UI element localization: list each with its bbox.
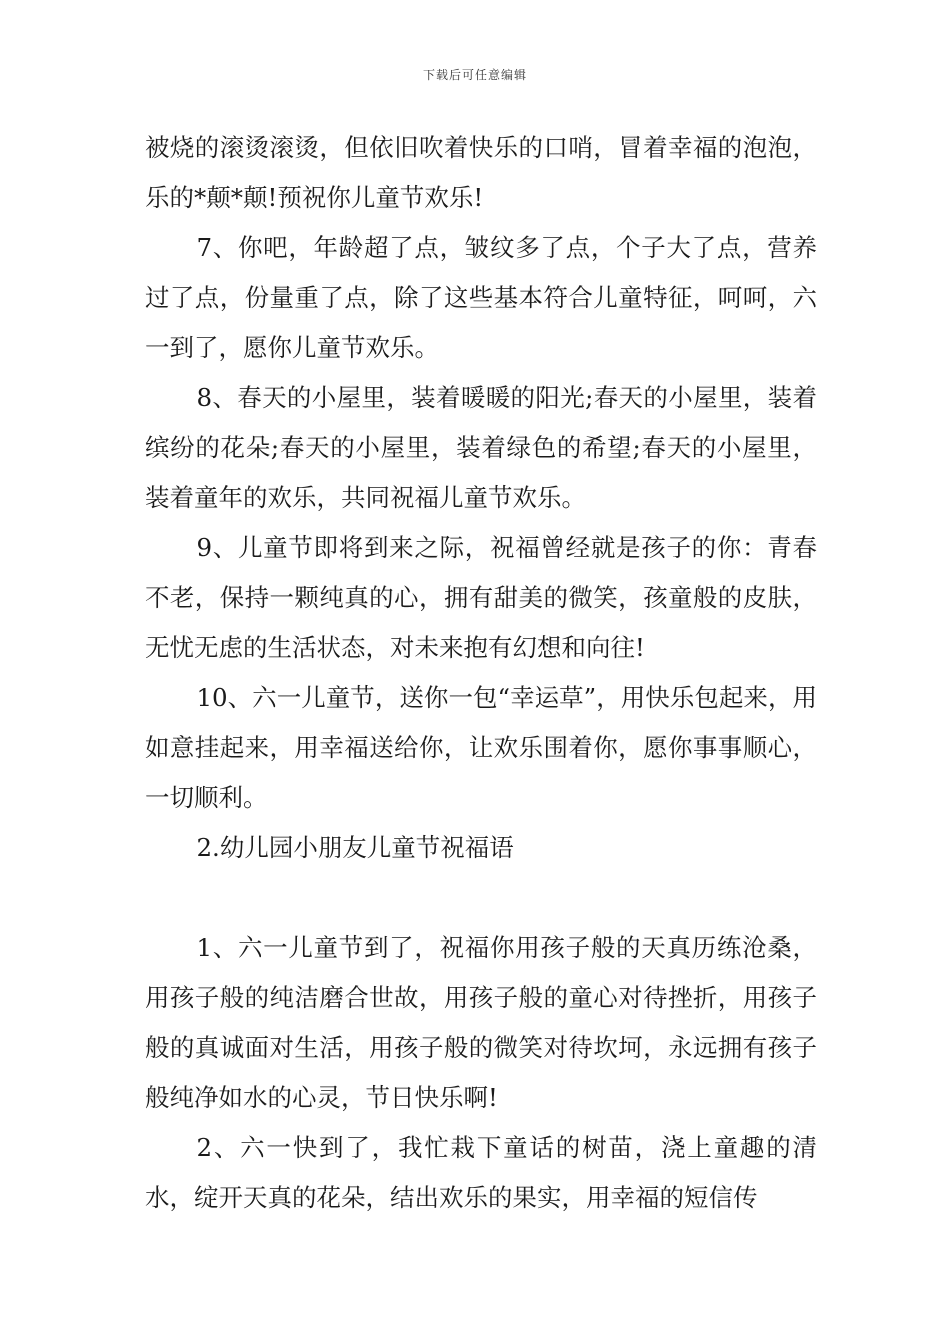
paragraph-item-8: 8、春天的小屋里，装着暖暖的阳光;春天的小屋里，装着缤纷的花朵;春天的小屋里，装着绿色的希望;春天的小屋里，装着童年的欢乐，共同祝福儿童节欢乐。 [145, 383, 817, 512]
paragraph-item-2: 2、六一快到了，我忙栽下童话的树苗，浇上童趣的清水，绽开天真的花朵，结出欢乐的果实，用幸福的短信传 [145, 1133, 817, 1212]
paragraph-continuation: 被烧的滚烫滚烫，但依旧吹着快乐的口哨，冒着幸福的泡泡，乐的*颠*颠!预祝你儿童节欢乐! [145, 133, 817, 212]
section-heading: 2.幼儿园小朋友儿童节祝福语 [196, 833, 514, 862]
paragraph-item-7: 7、你吧，年龄超了点，皱纹多了点，个子大了点，营养过了点，份量重了点，除了这些基本符合儿童特征，呵呵，六一到了，愿你儿童节欢乐。 [145, 233, 817, 362]
section-spacer [145, 873, 817, 923]
document-body [145, 123, 817, 1223]
paragraph-item-9: 9、儿童节即将到来之际，祝福曾经就是孩子的你：青春不老，保持一颗纯真的心，拥有甜美的微笑，孩童般的皮肤，无忧无虑的生活状态，对未来抱有幻想和向往! [145, 533, 817, 662]
paragraph-item-10: 10、六一儿童节，送你一包“幸运草”，用快乐包起来，用如意挂起来，用幸福送给你，让欢乐围着你，愿你事事顺心，一切顺利。 [145, 683, 817, 812]
page-header: 下载后可任意编辑 [422, 68, 527, 82]
paragraph-item-1: 1、六一儿童节到了，祝福你用孩子般的天真历练沧桑，用孩子般的纯洁磨合世故，用孩子般的童心对待挫折，用孩子般的真诚面对生活，用孩子般的微笑对待坎坷，永远拥有孩子般纯净如水的心灵，节日快乐啊! [145, 933, 817, 1112]
